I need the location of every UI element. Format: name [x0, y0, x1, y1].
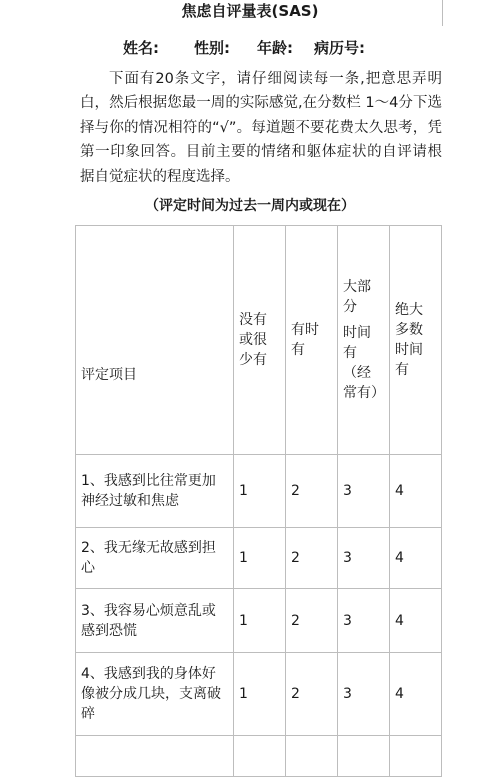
- table-row: [76, 653, 442, 736]
- table-row: [76, 736, 442, 777]
- header-item: 评定项目: [76, 226, 234, 455]
- header-sometimes: 有时有: [286, 226, 338, 455]
- score-cell[interactable]: 2: [286, 455, 338, 528]
- score-cell[interactable]: 1: [234, 455, 286, 528]
- sas-rating-table: [75, 225, 442, 777]
- header-often: [338, 226, 390, 455]
- document-title: 焦虑自评量表(SAS): [181, 2, 319, 20]
- age-field-label: 年龄:: [257, 39, 293, 57]
- table-row: [76, 455, 442, 528]
- item-text: 3、我容易心烦意乱或感到恐慌: [76, 589, 234, 653]
- name-field-label: 姓名:: [123, 39, 159, 57]
- score-cell[interactable]: 1: [234, 528, 286, 589]
- assessment-period-note: （评定时间为过去一周内或现在）: [145, 198, 355, 214]
- table-row: [76, 589, 442, 653]
- score-cell[interactable]: [338, 736, 390, 777]
- score-cell[interactable]: 1: [234, 589, 286, 653]
- table-row: [76, 528, 442, 589]
- header-rarely: 没有或很少有: [234, 226, 286, 455]
- score-cell[interactable]: 4: [390, 653, 442, 736]
- score-cell[interactable]: 4: [390, 455, 442, 528]
- header-often-bottom: 时间有（经常有）: [343, 325, 385, 401]
- instructions-paragraph: 下面有20条文字，请仔细阅读每一条,把意思弄明白，然后根据您最一周的实际感觉,在分数栏 1～4分下选择与你的情况相符的“√”。每道题不要花费太久思考，凭第一印象回答。目前主要的情绪和躯体症状的自评请根据自觉症状的程度选择。: [80, 71, 442, 185]
- gender-field-label: 性别:: [194, 39, 230, 57]
- score-cell[interactable]: 3: [338, 653, 390, 736]
- score-cell[interactable]: 3: [338, 455, 390, 528]
- item-text: 2、我无缘无故感到担心: [76, 528, 234, 589]
- item-text: 1、我感到比往常更加神经过敏和焦虑: [76, 455, 234, 528]
- score-cell[interactable]: [286, 736, 338, 777]
- score-cell[interactable]: 3: [338, 589, 390, 653]
- item-text: 4、我感到我的身体好像被分成几块，支离破碎: [76, 653, 234, 736]
- score-cell[interactable]: 3: [338, 528, 390, 589]
- score-cell[interactable]: 4: [390, 589, 442, 653]
- score-cell[interactable]: [234, 736, 286, 777]
- header-most-time: 绝大多数时间有: [390, 226, 442, 455]
- item-text: [76, 736, 234, 777]
- score-cell[interactable]: 4: [390, 528, 442, 589]
- record-number-field-label: 病历号:: [314, 39, 365, 57]
- score-cell[interactable]: 2: [286, 528, 338, 589]
- score-cell[interactable]: [390, 736, 442, 777]
- score-cell[interactable]: 2: [286, 653, 338, 736]
- header-often-top: 大部分: [343, 279, 371, 315]
- score-cell[interactable]: 2: [286, 589, 338, 653]
- score-cell[interactable]: 1: [234, 653, 286, 736]
- patient-info-line: [0, 37, 500, 57]
- table-header-row: [76, 226, 442, 455]
